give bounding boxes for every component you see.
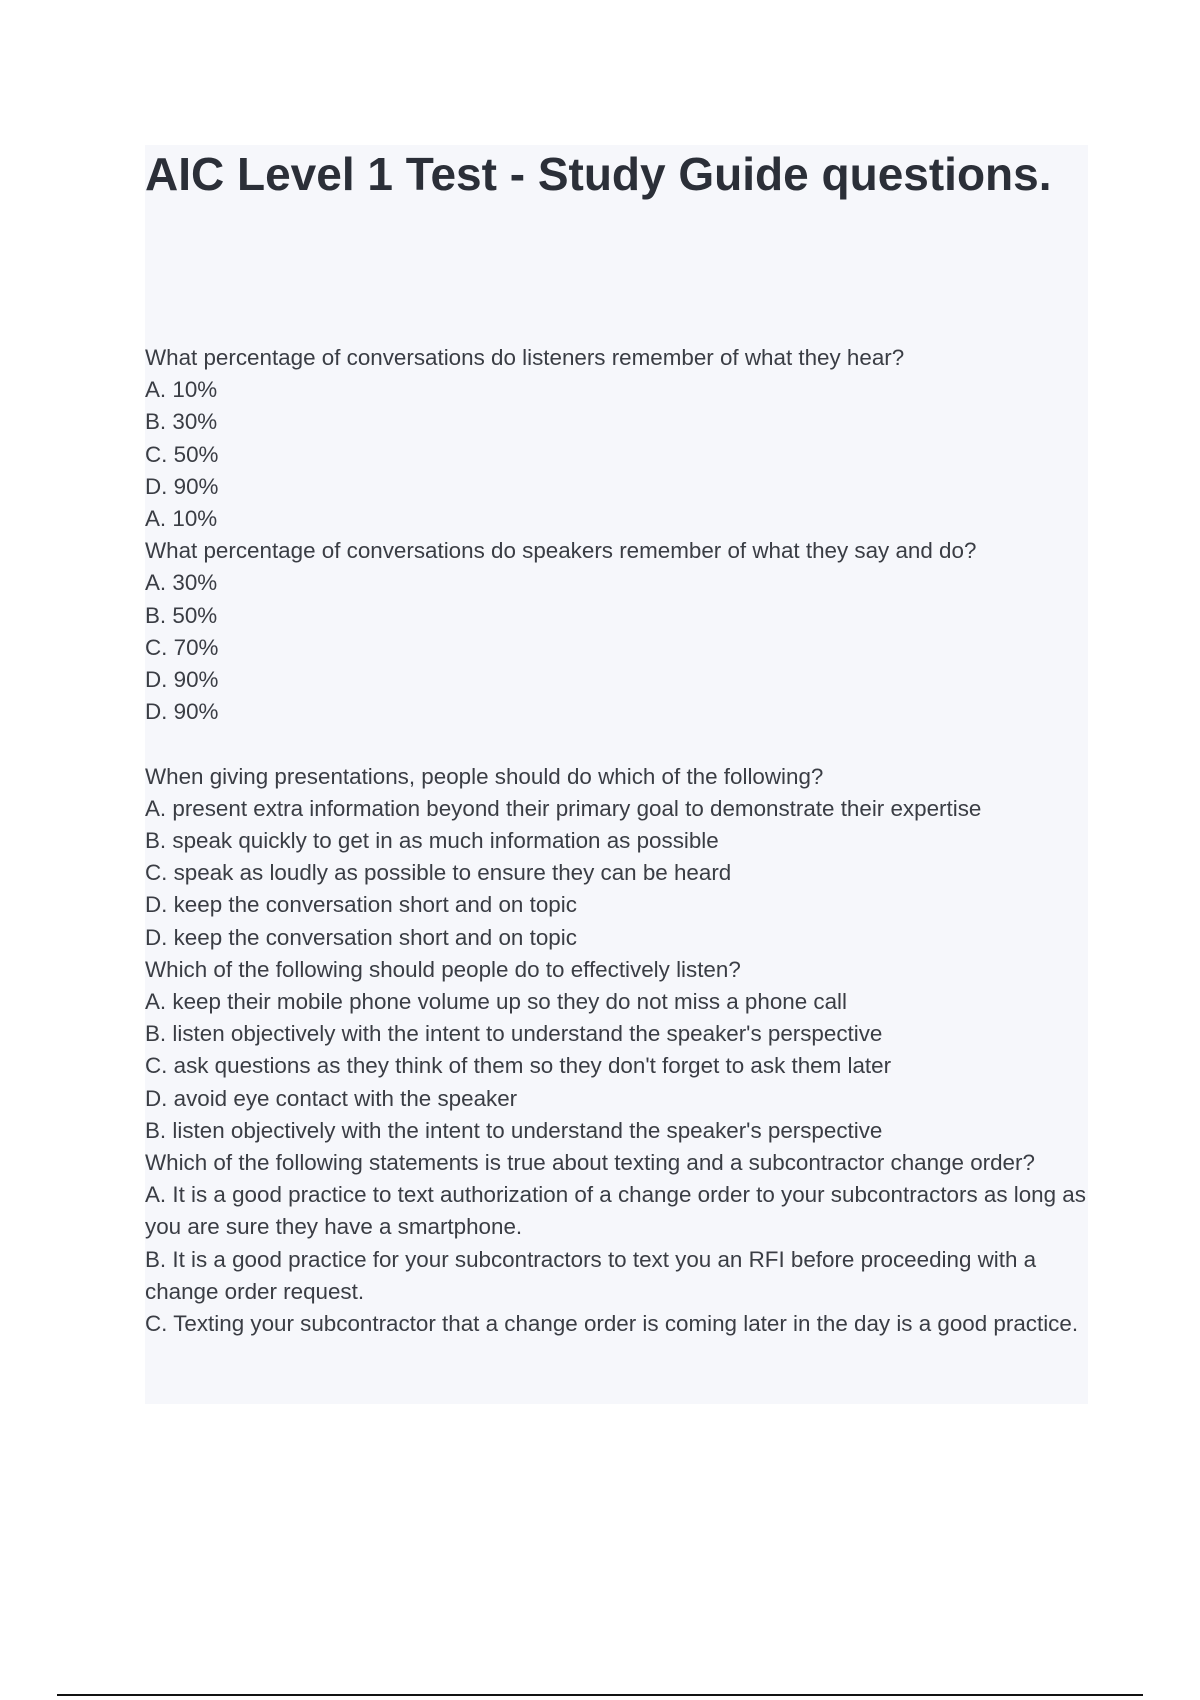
option: A. 10% (145, 377, 218, 403)
option: A. keep their mobile phone volume up so they do not miss a phone call (145, 989, 847, 1015)
option: A. present extra information beyond their primary goal to demonstrate their expertise (145, 795, 982, 821)
question-block-3 (145, 761, 1090, 954)
question-block-4 (145, 954, 1090, 1147)
study-guide-body (145, 342, 1090, 1340)
question-block-5 (145, 1147, 1090, 1340)
footer-divider (57, 1694, 1143, 1696)
option: D. keep the conversation short and on topic (145, 892, 577, 918)
option: C. 50% (145, 441, 219, 467)
option: C. 70% (145, 634, 219, 660)
answer: D. keep the conversation short and on topic (145, 924, 577, 950)
option: B. 50% (145, 602, 218, 628)
option: D. 90% (145, 473, 219, 499)
answer: D. 90% (145, 699, 219, 725)
spacer (145, 728, 1090, 760)
option: C. speak as loudly as possible to ensure they can be heard (145, 860, 732, 886)
answer: A. 10% (145, 506, 218, 532)
option: B. 30% (145, 409, 218, 435)
question-block-2 (145, 535, 1090, 728)
option: B. listen objectively with the intent to understand the speaker's perspective (145, 1021, 883, 1047)
option: D. avoid eye contact with the speaker (145, 1085, 518, 1111)
question-block-1 (145, 342, 1090, 535)
option: B. It is a good practice for your subcontractors to text you an RFI before proceeding with a change order request. (145, 1246, 1037, 1304)
question-text: When giving presentations, people should do which of the following? (145, 763, 824, 789)
option: A. 30% (145, 570, 218, 596)
question-text: What percentage of conversations do listeners remember of what they hear? (145, 345, 905, 370)
option: B. speak quickly to get in as much information as possible (145, 828, 719, 854)
question-text: What percentage of conversations do speakers remember of what they say and do? (145, 538, 977, 564)
option: A. It is a good practice to text authorization of a change order to your subcontractors as long as you are sure they have a smartphone. (145, 1182, 1086, 1240)
question-text: Which of the following should people do to effectively listen? (145, 956, 741, 982)
page-title: AIC Level 1 Test - Study Guide questions. (145, 148, 1052, 200)
answer: B. listen objectively with the intent to understand the speaker's perspective (145, 1117, 883, 1143)
option: C. Texting your subcontractor that a change order is coming later in the day is a good practice. (145, 1311, 1079, 1337)
option: C. ask questions as they think of them so they don't forget to ask them later (145, 1053, 892, 1079)
question-text: Which of the following statements is true about texting and a subcontractor change order? (145, 1150, 1035, 1176)
option: D. 90% (145, 667, 219, 693)
